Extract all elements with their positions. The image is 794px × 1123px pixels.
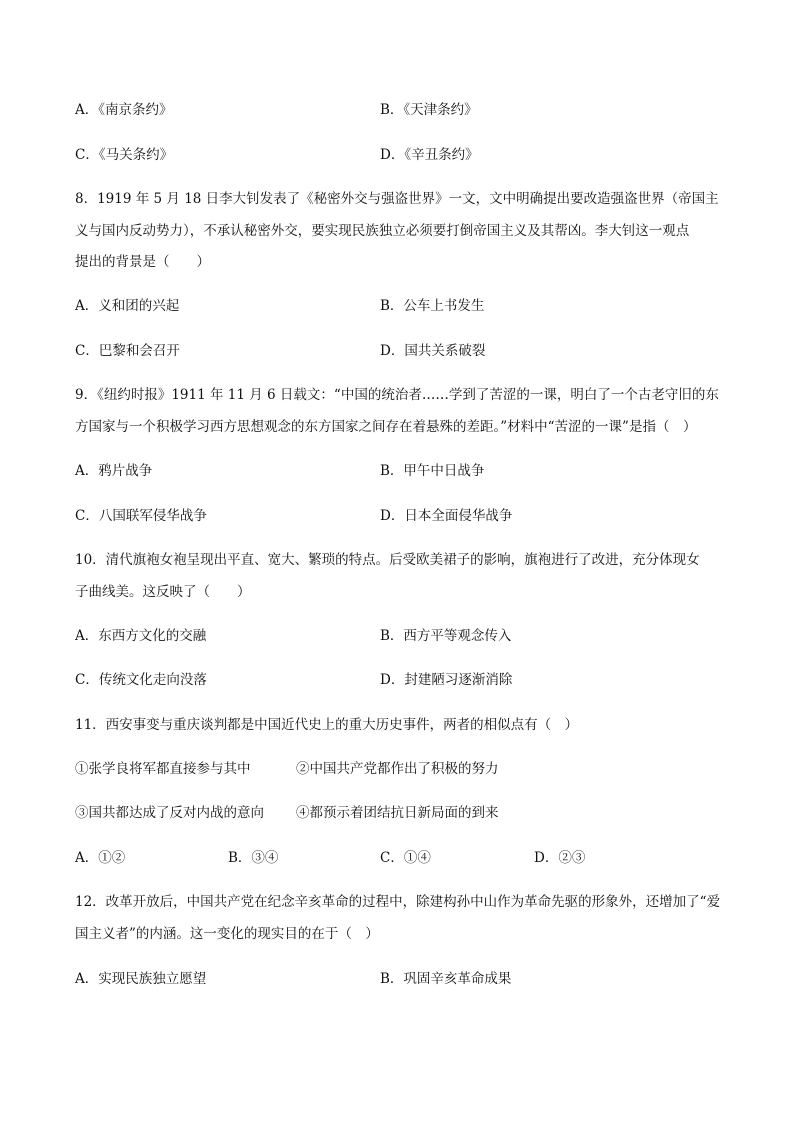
q7-option-a: A．《南京条约》 bbox=[75, 102, 173, 118]
q8-option-d: D．国共关系破裂 bbox=[380, 343, 486, 359]
q11-item-4: ④都预示着团结抗日新局面的到来 bbox=[296, 805, 499, 821]
q11-stem: 11．西安事变与重庆谈判都是中国近代史上的重大历史事件，两者的相似点有（ ） bbox=[75, 717, 579, 733]
q11-option-b: B．③④ bbox=[228, 850, 279, 866]
q10-stem-line-2: 子曲线美。这反映了（ ） bbox=[75, 584, 251, 600]
q10-option-a: A．东西方文化的交融 bbox=[75, 628, 207, 644]
q12-stem-line-2: 国主义者”的内涵。这一变化的现实目的在于（ ） bbox=[75, 926, 379, 942]
q10-option-b: B．西方平等观念传入 bbox=[380, 628, 512, 644]
q11-option-d: D．②③ bbox=[534, 850, 586, 866]
q10-stem-line-1: 10．清代旗袍女袍呈现出平直、宽大、繁琐的特点。后受欧美裙子的影响，旗袍进行了改进，充分体现女 bbox=[75, 552, 700, 568]
q10-option-c: C．传统文化走向没落 bbox=[75, 672, 207, 688]
q9-stem-line-2: 方国家与一个积极学习西方思想观念的东方国家之间存在着悬殊的差距。”材料中“苦涩的一课”是指（ ） bbox=[75, 419, 697, 435]
q7-option-b: B．《天津条约》 bbox=[380, 102, 478, 118]
q12-stem-line-1: 12．改革开放后，中国共产党在纪念辛亥革命的过程中，除建构孙中山作为革命先驱的形象外，还增加了“爱 bbox=[75, 894, 721, 910]
q11-option-a: A．①② bbox=[75, 850, 126, 866]
q9-option-d: D．日本全面侵华战争 bbox=[380, 508, 513, 524]
q8-option-b: B．公车上书发生 bbox=[380, 298, 485, 314]
q7-option-d: D．《辛丑条约》 bbox=[380, 147, 479, 163]
q8-option-c: C．巴黎和会召开 bbox=[75, 343, 180, 359]
q10-option-d: D．封建陋习逐渐消除 bbox=[380, 672, 513, 688]
q9-stem-line-1: 9．《纽约时报》1911 年 11 月 6 日载文：“中国的统治者……学到了苦涩的一课，明白了一个古老守旧的东 bbox=[75, 387, 719, 403]
q11-item-2: ②中国共产党都作出了积极的努力 bbox=[296, 761, 499, 777]
q8-stem-line-2: 义与国内反动势力），不承认秘密外交，要实现民族独立必须要打倒帝国主义及其帮凶。李大钊这一观点 bbox=[75, 223, 690, 239]
q12-option-a: A．实现民族独立愿望 bbox=[75, 971, 207, 987]
q9-option-c: C．八国联军侵华战争 bbox=[75, 508, 207, 524]
q11-option-c: C．①④ bbox=[380, 850, 431, 866]
q9-option-a: A．鸦片战争 bbox=[75, 463, 153, 479]
q8-stem-line-1: 8．1919 年 5 月 18 日李大钊发表了《秘密外交与强盗世界》一文，文中明确提出要改造强盗世界（帝国主 bbox=[75, 191, 719, 207]
q8-option-a: A．义和团的兴起 bbox=[75, 298, 180, 314]
q12-option-b: B．巩固辛亥革命成果 bbox=[380, 971, 512, 987]
q11-item-1: ①张学良将军都直接参与其中 bbox=[75, 761, 251, 777]
q8-stem-line-3: 提出的背景是（ ） bbox=[75, 254, 210, 270]
q7-option-c: C．《马关条约》 bbox=[75, 147, 174, 163]
q9-option-b: B．甲午中日战争 bbox=[380, 463, 485, 479]
q11-item-3: ③国共都达成了反对内战的意向 bbox=[75, 805, 264, 821]
